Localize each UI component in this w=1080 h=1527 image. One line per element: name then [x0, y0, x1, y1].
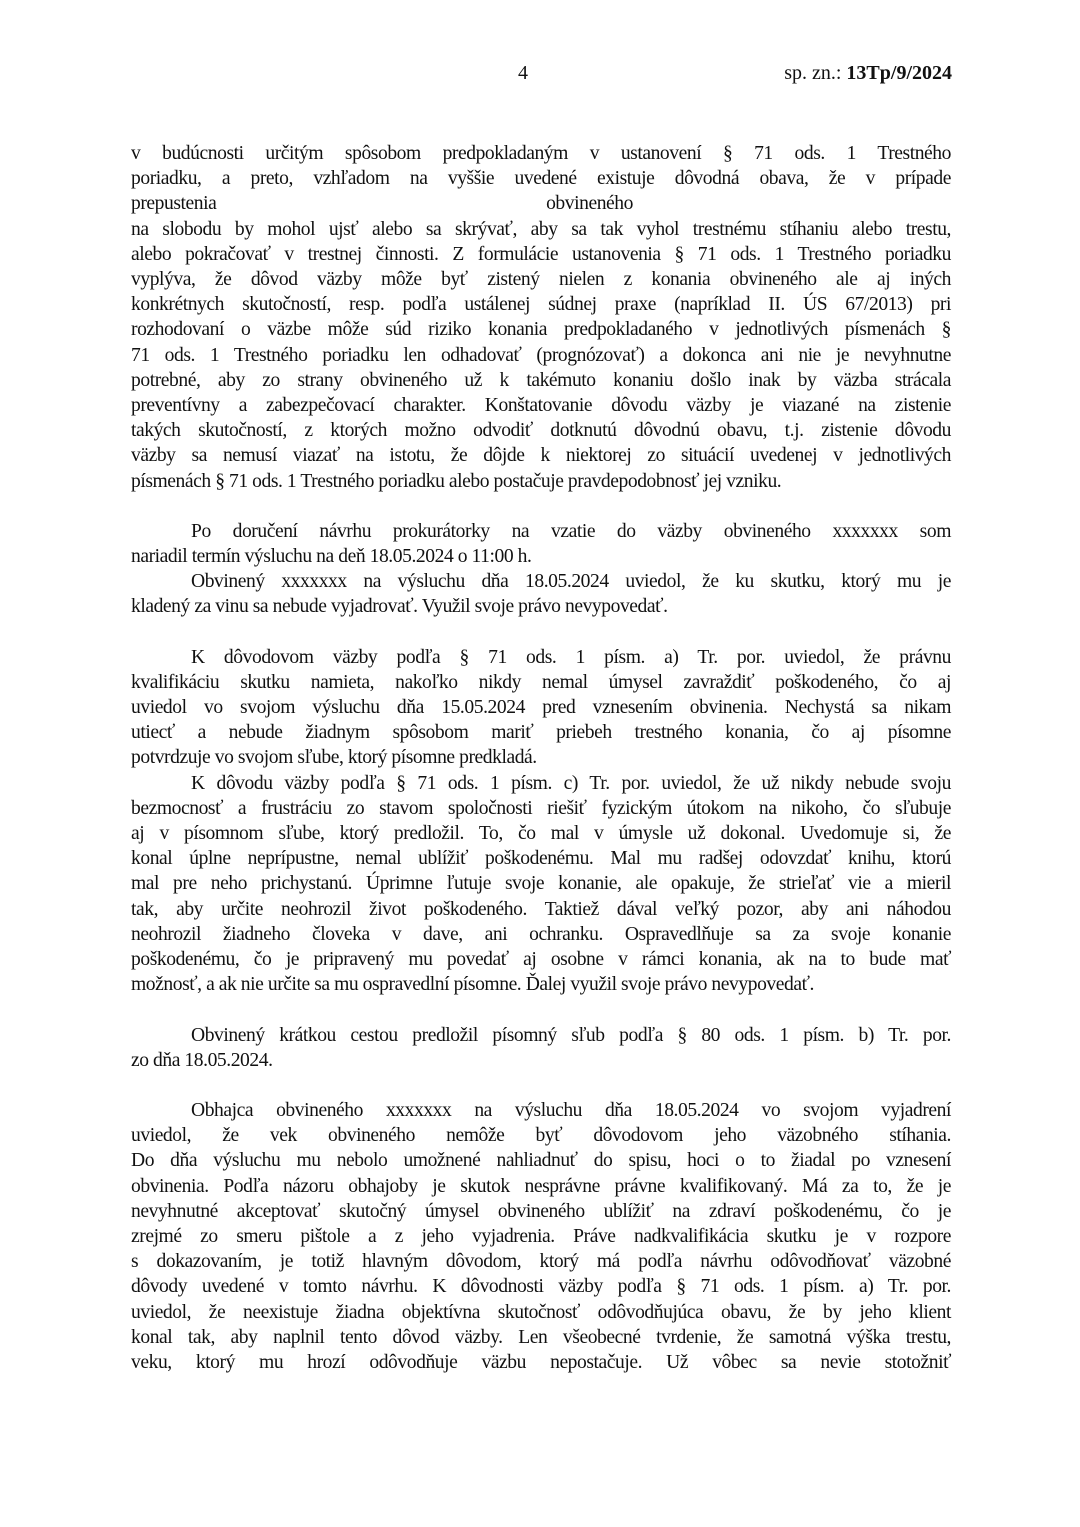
paragraph-gap: [131, 620, 951, 645]
text-line: potvrdzuje vo svojom sľube, ktorý písomne predkladá.: [131, 747, 537, 769]
text-line: väzby sa nemusí viazať na istotu, že dôjde k niektorej zo situácií uvedenej v jednotlivých: [131, 445, 951, 467]
text-line: vyplýva, že dôvod väzby môže byť zistený nielen z konania obvineného ale aj iných: [131, 269, 951, 291]
text-line: takých skutočností, z ktorých možno odvodiť dotknutú dôvodnú obavu, t.j. zistenie dôvodu: [131, 420, 951, 442]
paragraph: [131, 1023, 951, 1073]
text-line: Obvinený krátkou cestou predložil písomný sľub podľa § 80 ods. 1 písm. b) Tr. por.: [191, 1024, 951, 1046]
text-line: možnosť, a ak nie určite sa mu ospravedlní písomne. Ďalej využil svoje právo nevypovedať.: [131, 974, 814, 996]
text-line: Po doručení návrhu prokurátorky na vzatie do väzby obvineného xxxxxxx som: [191, 520, 951, 542]
text-line: kladený za vinu sa nebude vyjadrovať. Využil svoje právo nevypovedať.: [131, 596, 668, 618]
text-line: utiecť a nebude žiadnym spôsobom mariť priebeh trestného konania, čo aj písomne: [131, 722, 951, 744]
text-fragment: prepustenia: [131, 193, 217, 215]
text-line: rozhodovaní o väzbe môže súd riziko konania predpokladaného v jednotlivých písmenách §: [131, 319, 951, 341]
text-line: preventívny a zabezpečovací charakter. Konštatovanie dôvodu väzby je viazané na zistenie: [131, 395, 951, 417]
text-line: uviedol, že neexistuje žiadna objektívna skutočnosť odôvodňujúca obavu, že by jeho klient: [131, 1301, 951, 1323]
paragraph: [131, 1098, 951, 1375]
text-line: K dôvodovom väzby podľa § 71 ods. 1 písm. a) Tr. por. uviedol, že právnu: [191, 646, 951, 668]
text-line: aj v písomnom sľube, ktorý predložil. To, čo mal v úmysle už dokonal. Uvedomuje si, že: [131, 823, 951, 845]
paragraph-gap: [131, 494, 951, 519]
text-line: obvinenia. Podľa názoru obhajoby je skutok nesprávne právne kvalifikovaný. Má za to, že je: [131, 1175, 951, 1197]
paragraph: [131, 771, 951, 998]
text-line: veku, ktorý mu hrozí odôvodňuje väzbu nepostačuje. Už vôbec sa nevie stotožniť: [131, 1351, 951, 1373]
text-line: uviedol vo svojom výsluchu dňa 15.05.2024 pred vznesením obvinenia. Nechystá sa nikam: [131, 697, 951, 719]
text-fragment: obvineného: [546, 193, 633, 215]
text-line: konal tak, aby naplnil tento dôvod väzby. Len všeobecné tvrdenie, že samotná výška trestu,: [131, 1326, 951, 1348]
text-line: konal úplne neprípustne, nemal ublížiť poškodenému. Mal mu radšej odovzdať knihu, ktorú: [131, 848, 951, 870]
text-line: konkrétnych skutočností, resp. podľa ustálenej súdnej praxe (napríklad II. ÚS 67/2013) pri: [131, 294, 951, 316]
text-line: alebo pokračovať v trestnej činnosti. Z formulácie ustanovenia § 71 ods. 1 Trestného poriadku: [131, 243, 951, 265]
text-line: dôvody uvedené v tomto návrhu. K dôvodnosti väzby podľa § 71 ods. 1 písm. a) Tr. por.: [131, 1276, 951, 1298]
paragraph: [131, 645, 951, 771]
text-line: nevyhnutné akceptovať skutočný úmysel obvineného ublížiť na zdraví poškodenému, čo je: [131, 1200, 951, 1222]
text-line: na slobodu by mohol ujsť alebo sa skrývať, aby sa tak vyhol trestnému stíhaniu alebo trestu,: [131, 218, 951, 240]
text-line: potrebné, aby zo strany obvineného už k takémuto konaniu došlo inak by väzba strácala: [131, 369, 951, 391]
page-header: [0, 62, 1080, 92]
text-line: s dokazovaním, je totiž hlavným dôvodom, ktorý má podľa návrhu odôvodňovať väzobné: [131, 1251, 951, 1273]
text-line: Obhajca obvineného xxxxxxx na výsluchu dňa 18.05.2024 vo svojom vyjadrení: [191, 1099, 951, 1121]
text-line: 71 ods. 1 Trestného poriadku len odhadovať (prognózovať) a dokonca ani nie je nevyhnutne: [131, 344, 951, 366]
text-line: kvalifikáciu skutku namieta, nakoľko nikdy nemal úmysel zavraždiť poškodeného, čo aj: [131, 671, 951, 693]
case-reference: [784, 62, 952, 85]
text-line: K dôvodu väzby podľa § 71 ods. 1 písm. c) Tr. por. uviedol, že už nikdy nebude svoju: [191, 772, 951, 794]
case-ref-value: 13Tp/9/2024: [846, 62, 952, 84]
text-line: tak, aby určite neohrozil život poškodeného. Taktiež dával veľký pozor, aby ani náhodou: [131, 898, 951, 920]
text-line: uviedol, že vek obvineného nemôže byť dôvodovom jeho väzobného stíhania.: [131, 1125, 951, 1147]
text-line: poriadku, a preto, vzhľadom na vyššie uvedené existuje dôvodná obava, že v prípade: [131, 168, 951, 190]
text-line: zrejmé zo smeru pištole a z jeho vyjadrenia. Práve nadkvalifikácia skutku je v rozpore: [131, 1225, 951, 1247]
paragraph: [131, 519, 951, 569]
text-line: písmenách § 71 ods. 1 Trestného poriadku alebo postačuje pravdepodobnosť jej vzniku.: [131, 470, 782, 492]
paragraph: [131, 141, 951, 494]
document-body: [131, 141, 951, 1375]
text-line: poškodenému, čo je pripravený mu povedať aj osobne v rámci konania, ak na to bude mať: [131, 949, 951, 971]
paragraph-gap: [131, 1073, 951, 1098]
text-line: zo dňa 18.05.2024.: [131, 1049, 273, 1071]
case-ref-label: sp. zn.:: [784, 62, 842, 84]
text-line: v budúcnosti určitým spôsobom predpokladaným v ustanovení § 71 ods. 1 Trestného: [131, 143, 951, 164]
text-line: Do dňa výsluchu mu nebolo umožnené nahliadnuť do spisu, hoci o to žiadal po vznesení: [131, 1150, 951, 1172]
paragraph: [131, 569, 951, 619]
text-line: bezmocnosť a frustráciu zo stavom spoločnosti riešiť fyzickým útokom na nikoho, čo sľubuje: [131, 797, 951, 819]
paragraph-gap: [131, 998, 951, 1023]
text-line: neohrozil žiadneho človeka v dave, ani ochranku. Ospravedlňuje sa za svoje konanie: [131, 923, 951, 945]
page-number: 4: [518, 62, 528, 84]
text-line: [131, 191, 951, 216]
text-line: nariadil termín výsluchu na deň 18.05.2024 o 11:00 h.: [131, 546, 532, 568]
text-line: mal pre neho prichystanú. Úprimne ľutuje svoje konanie, ale opakuje, že strieľať vie a mieril: [131, 873, 951, 895]
text-line: Obvinený xxxxxxx na výsluchu dňa 18.05.2024 uviedol, že ku skutku, ktorý mu je: [191, 571, 951, 593]
